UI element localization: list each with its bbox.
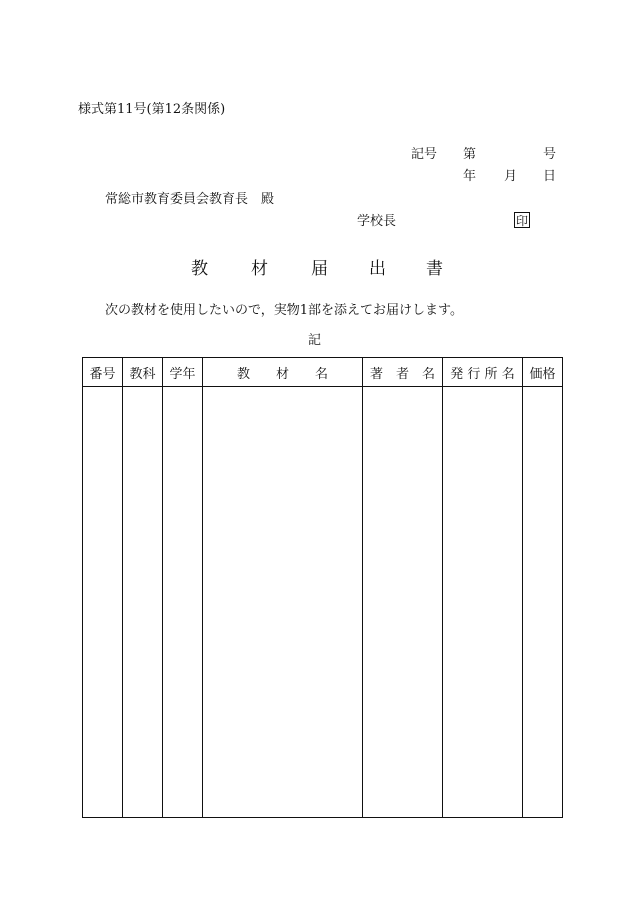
record-dai: 第: [463, 147, 477, 162]
title-char: 材: [251, 259, 268, 279]
date-year: 年: [463, 169, 477, 184]
form-number: 様式第11号(第12条関係): [78, 102, 226, 117]
header-material-name: 教 材 名: [203, 358, 363, 387]
cell-publisher[interactable]: [443, 387, 523, 818]
cell-author[interactable]: [363, 387, 443, 818]
header-author: 著 者 名: [363, 358, 443, 387]
body-text: 次の教材を使用したいので，実物1部を添えてお届けします。: [105, 303, 463, 318]
title-char: 書: [426, 259, 443, 279]
addressee: 常総市教育委員会教育長 殿: [105, 192, 275, 207]
title-char: 出: [369, 259, 386, 279]
header-subject: 教科: [123, 358, 163, 387]
seal-stamp: 印: [515, 214, 528, 228]
header-price: 価格: [523, 358, 563, 387]
table-row: [83, 387, 563, 818]
header-publisher: 発 行 所 名: [443, 358, 523, 387]
title-char: 届: [311, 259, 328, 279]
cell-subject[interactable]: [123, 387, 163, 818]
header-number: 番号: [83, 358, 123, 387]
materials-table: [82, 357, 563, 818]
cell-number[interactable]: [83, 387, 123, 818]
record-go: 号: [543, 147, 557, 162]
cell-grade[interactable]: [163, 387, 203, 818]
header-grade: 学年: [163, 358, 203, 387]
ki-label: 記: [308, 333, 322, 348]
record-label: 記号: [411, 147, 438, 162]
cell-material-name[interactable]: [203, 387, 363, 818]
principal-label: 学校長: [357, 214, 397, 229]
document-title: [0, 259, 630, 279]
date-day: 日: [543, 169, 557, 184]
date-month: 月: [504, 169, 518, 184]
cell-price[interactable]: [523, 387, 563, 818]
table-header-row: [83, 358, 563, 387]
title-char: 教: [191, 259, 208, 279]
